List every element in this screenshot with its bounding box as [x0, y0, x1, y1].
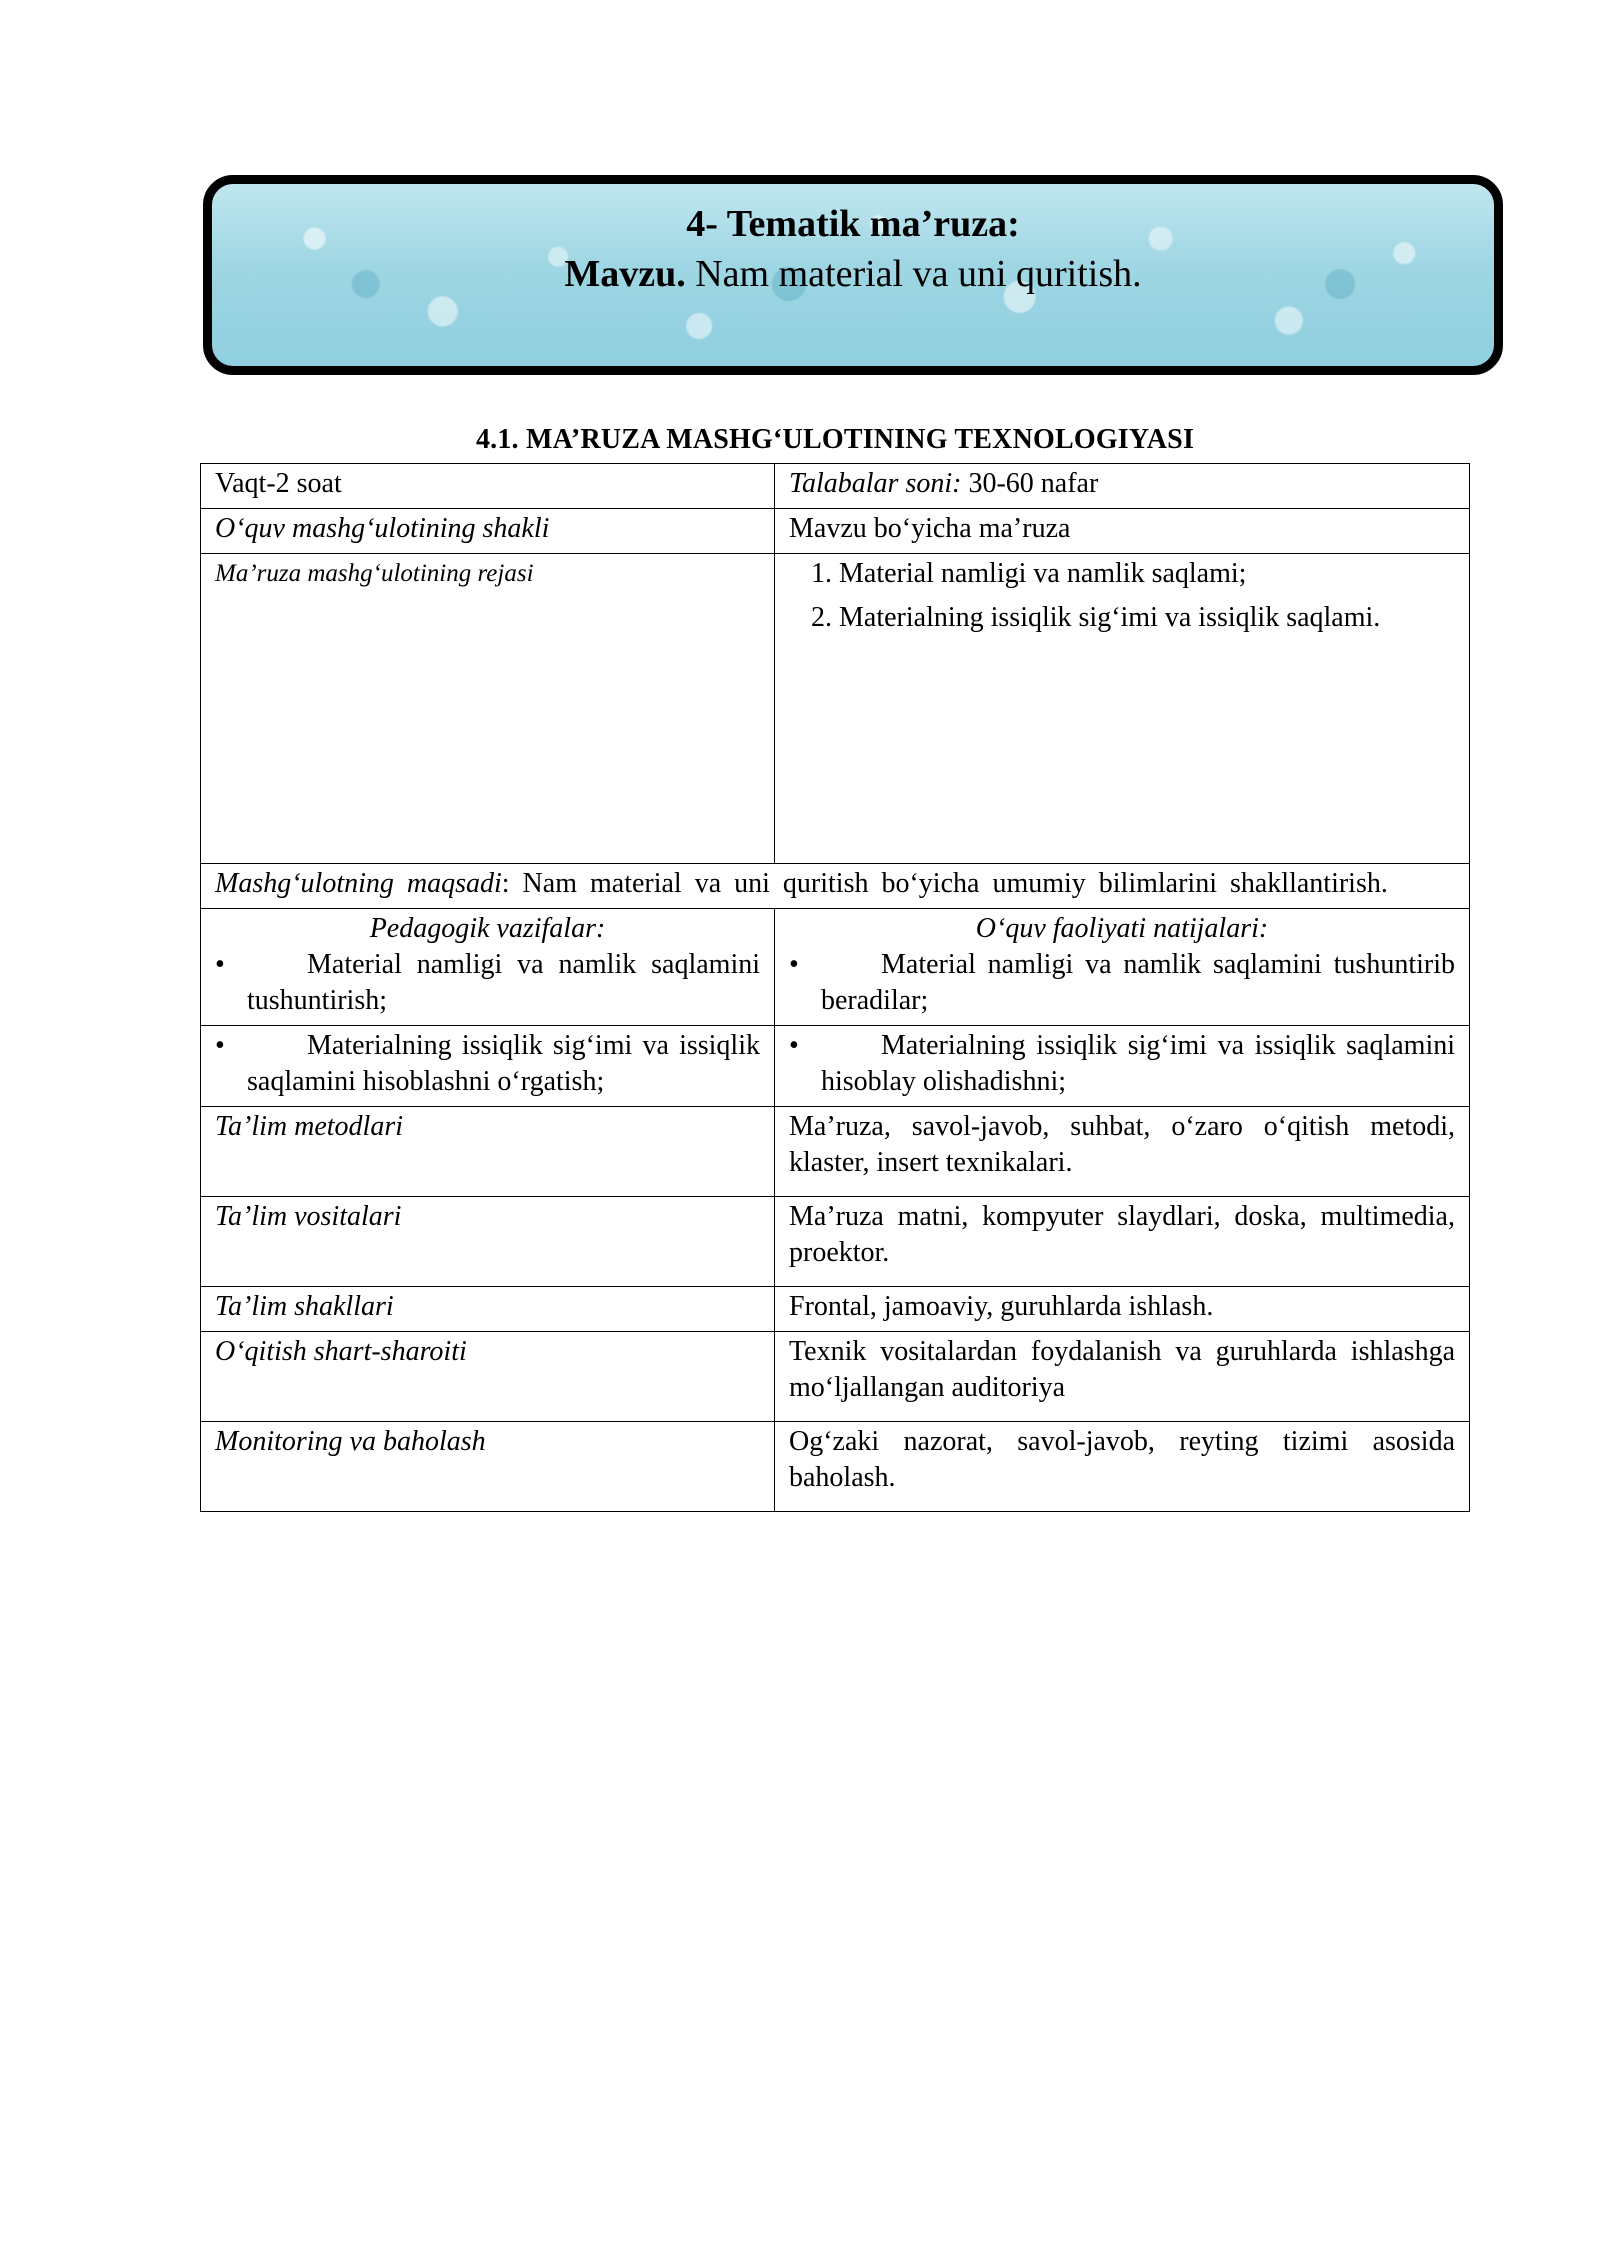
table-row	[201, 1422, 1470, 1512]
topic-label: Mavzu.	[564, 253, 686, 295]
row-value: Ma’ruza matni, kompyuter slaydlari, doska, multimedia, proektor.	[775, 1197, 1470, 1287]
bullet-icon: •	[789, 1030, 799, 1061]
table-row	[201, 1197, 1470, 1287]
table-row	[201, 1287, 1470, 1332]
time-text: Vaqt-2 soat	[215, 468, 342, 499]
table-row	[201, 509, 1470, 554]
table-row	[201, 864, 1470, 909]
row-value: Frontal, jamoaviy, guruhlarda ishlash.	[775, 1287, 1470, 1332]
row-label: Ta’lim metodlari	[201, 1107, 775, 1197]
task-cell	[201, 1026, 775, 1107]
form-value: Mavzu bo‘yicha ma’ruza	[775, 509, 1470, 554]
topic-text: Nam material va uni quritish.	[685, 253, 1142, 295]
table-row	[201, 909, 1470, 1026]
plan-item: 1. Material namligi va namlik saqlami;	[839, 556, 1455, 592]
students-value: 30-60 nafar	[961, 468, 1099, 499]
form-label: O‘quv mashg‘ulotining shakli	[201, 509, 775, 554]
row-label: O‘qitish shart-sharoiti	[201, 1332, 775, 1422]
plan-item: 2. Materialning issiqlik sig‘imi va issiqlik saqlami.	[839, 600, 1455, 636]
row-value: Ma’ruza, savol-javob, suhbat, o‘zaro o‘qitish metodi, klaster, insert texnikalari.	[775, 1107, 1470, 1197]
task-text: Materialning issiqlik sig‘imi va issiqlik saqlamini hisoblashni o‘rgatish;	[247, 1030, 760, 1097]
title-banner	[203, 175, 1503, 375]
lecture-title: 4- Tematik ma’ruza:	[686, 203, 1020, 245]
time-cell	[201, 464, 775, 509]
lesson-technology-table	[200, 463, 1470, 1512]
plan-list	[789, 556, 1455, 636]
list-item	[215, 1028, 760, 1100]
row-value: Og‘zaki nazorat, savol-javob, reyting tizimi asosida baholash.	[775, 1422, 1470, 1512]
list-item	[215, 947, 760, 1019]
students-cell	[775, 464, 1470, 509]
row-label: Ta’lim shakllari	[201, 1287, 775, 1332]
task-text: Material namligi va namlik saqlamini tushuntirish;	[247, 949, 760, 1016]
table-row	[201, 464, 1470, 509]
table-row	[201, 1026, 1470, 1107]
result-text: Materialning issiqlik sig‘imi va issiqlik saqlamini hisoblay olishadishni;	[821, 1030, 1455, 1097]
table-row	[201, 1107, 1470, 1197]
section-heading: 4.1. MA’RUZA MASHG‘ULOTINING TEXNOLOGIYASI	[475, 424, 1195, 455]
bullet-icon: •	[215, 1030, 225, 1061]
table-row	[201, 1332, 1470, 1422]
list-item	[789, 1028, 1455, 1100]
goal-text: : Nam material va uni quritish bo‘yicha umumiy bilimlarini shakllantirish.	[501, 868, 1388, 899]
result-cell	[775, 909, 1470, 1026]
lecture-topic	[212, 252, 1494, 296]
results-header: O‘quv faoliyati natijalari:	[975, 913, 1269, 944]
bullet-icon: •	[789, 949, 799, 980]
tasks-header: Pedagogik vazifalar:	[369, 913, 606, 944]
result-text: Material namligi va namlik saqlamini tushuntirib beradilar;	[821, 949, 1455, 1016]
bullet-icon: •	[215, 949, 225, 980]
result-cell	[775, 1026, 1470, 1107]
row-label: Ta’lim vositalari	[201, 1197, 775, 1287]
list-item	[789, 947, 1455, 1019]
row-value: Texnik vositalardan foydalanish va guruhlarda ishlashga mo‘ljallangan auditoriya	[775, 1332, 1470, 1422]
plan-cell	[775, 554, 1470, 864]
row-label: Monitoring va baholash	[201, 1422, 775, 1512]
goal-label: Mashg‘ulotning maqsadi	[215, 868, 502, 899]
task-cell	[201, 909, 775, 1026]
goal-cell	[201, 864, 1470, 909]
plan-label: Ma’ruza mashg‘ulotining rejasi	[201, 554, 775, 864]
table-row	[201, 554, 1470, 864]
students-label: Talabalar soni:	[789, 468, 962, 499]
